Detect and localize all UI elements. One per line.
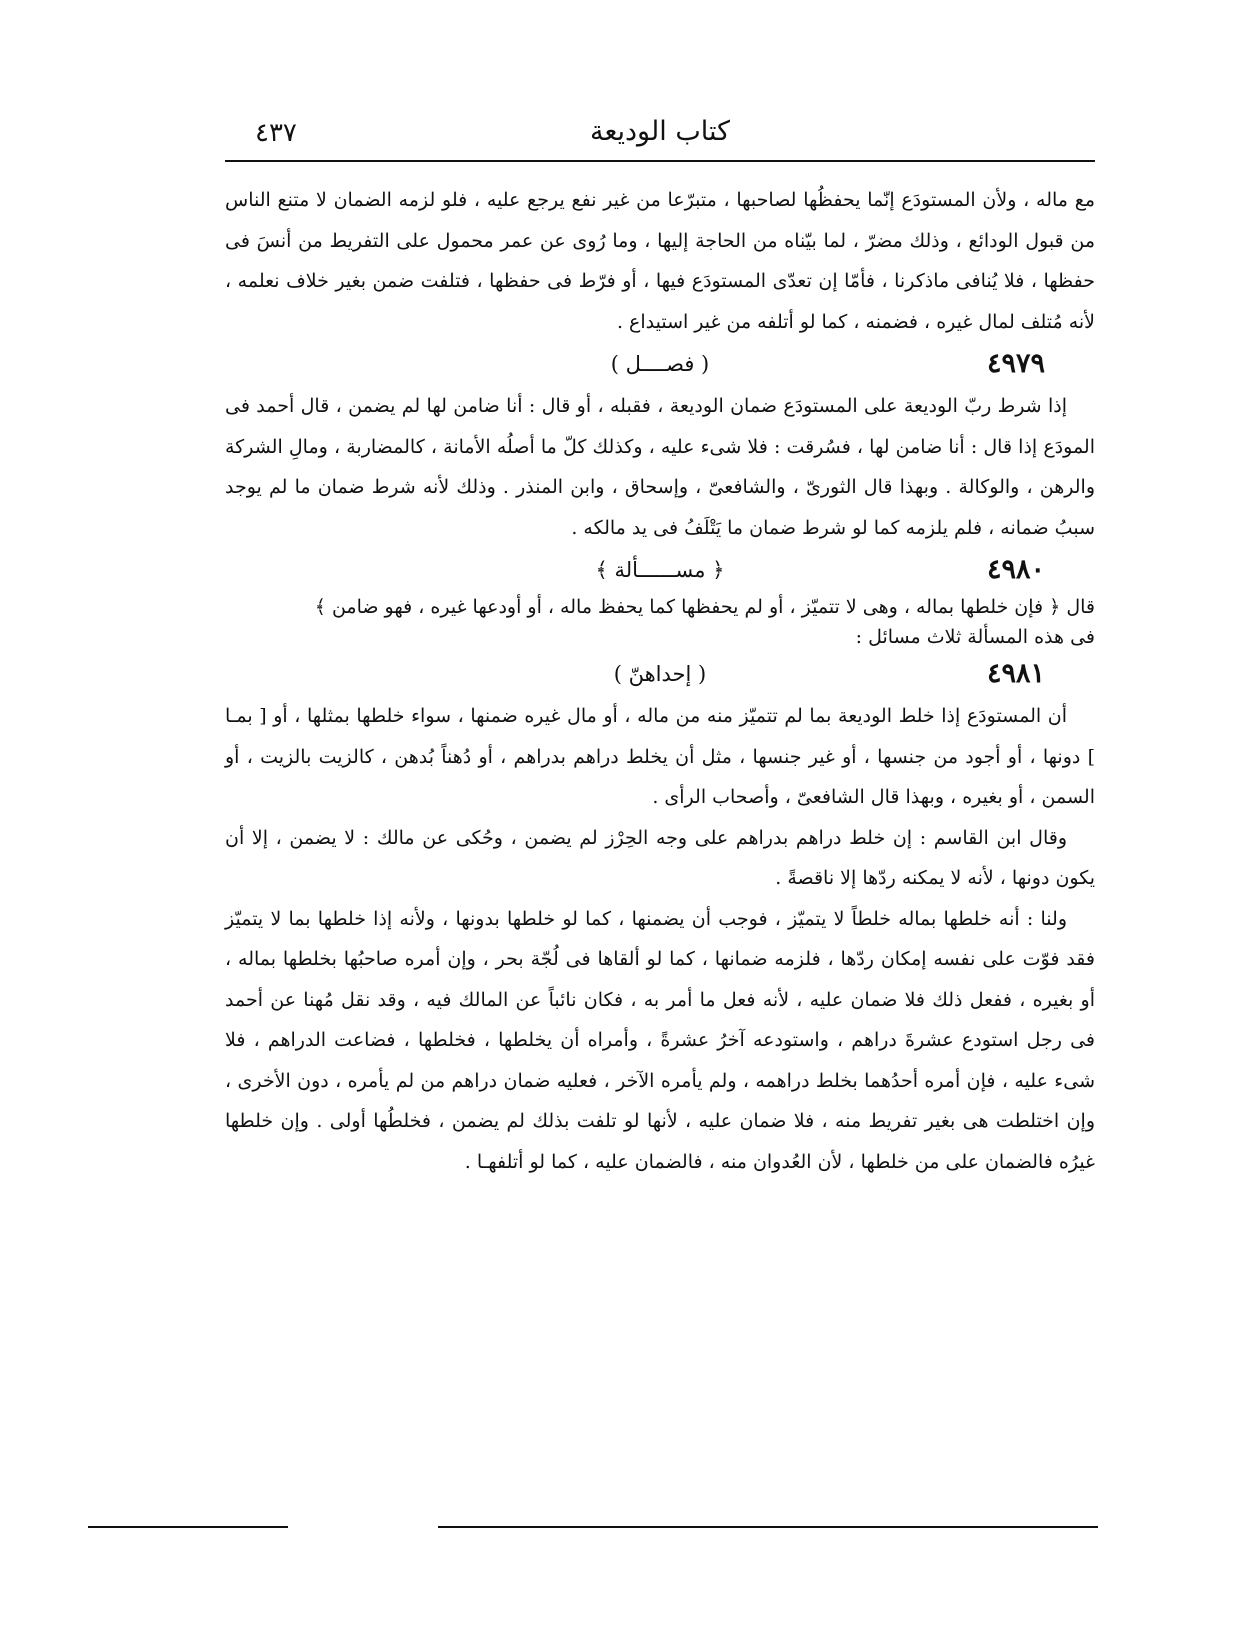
page-number: ٤٣٧ bbox=[255, 118, 297, 148]
section-heading-4980 bbox=[225, 548, 1095, 592]
section-heading-4981 bbox=[225, 652, 1095, 696]
paragraph-4981-b: وقال ابن القاسم : إن خلط دراهم بدراهم على وجه الحِرْز لم يضمن ، وحُكى عن مالك : لا يضمن ، إلا أن يكون دونها ، لأنه لا يمكنه ردّها إلا ناقصةً . bbox=[225, 826, 1095, 889]
section-label: ﴿ مســــــألة ﴾ bbox=[595, 558, 725, 582]
paragraph-4980-quote: قال ﴿ فإن خلطها بماله ، وهى لا تتميّز ، أو لم يحفظها كما يحفظ ماله ، أو أودعها غيره ، فهو ضامن ﴾ bbox=[314, 596, 1095, 618]
section-label: ( فصــــل ) bbox=[610, 352, 710, 376]
section-label: ( إحداهنّ ) bbox=[613, 662, 707, 686]
paragraph-4979: إذا شرط ربّ الوديعة على المستودَع ضمان الوديعة ، فقبله ، أو قال : أنا ضامن لها لم يضمن ، قال أحمد فى المودَع إذا قال : أنا ضامن لها ، فسُرقت : فلا شىء عليه ، وكذلك كلّ ما أصلُه الأمانة ، كالمضاربة ، ومالِ الشركة والرهن ، والوكالة . وبهذا قال الثورىّ ، والشافعىّ ، وإسحاق ، وابن المنذر . وذلك لأنه شرط ضمان ما لم يوجد سببُ ضمانه ، فلم يلزمه كما لو شرط ضمان ما يَتْلَفُ فى يد مالكه . bbox=[225, 395, 1095, 539]
footnote-rule-right bbox=[438, 1526, 1098, 1528]
paragraph-4981-a: أن المستودَع إذا خلط الوديعة بما لم تتميّز منه من ماله ، أو مال غيره ضمنها ، سواء خلطها بمثلها ، أو [ بمـا ] دونها ، أو أجود من جنسها ، أو غير جنسها ، مثل أن يخلط دراهم بدراهم ، أو دُهناً بُدهن ، كالزيت بالزيت ، أو السمن ، أو بغيره ، وبهذا قال الشافعىّ ، وأصحاب الرأى . bbox=[225, 705, 1095, 808]
section-number: ٤٩٨١ bbox=[986, 658, 1045, 689]
page-header bbox=[225, 112, 1095, 162]
paragraph-4980-intro: فى هذه المسألة ثلاث مسائل : bbox=[855, 626, 1095, 648]
header-rule bbox=[225, 160, 1095, 162]
paragraph-intro: مع ماله ، ولأن المستودَع إنّما يحفظُها لصاحبها ، متبرّعا من غير نفع يرجع عليه ، فلو لزمه الضمان لا متنع الناس من قبول الودائع ، وذلك مضرّ ، لما بيّناه من الحاجة إليها ، وما رُوى عن عمر محمول على التفريط من أنسَ فى حفظها ، فلا يُنافى ماذكرنا ، فأمّا إن تعدّى المستودَع فيها ، أو فرّط فى حفظها ، فتلفت ضمن بغير خلاف نعلمه ، لأنه مُتلف لمال غيره ، فضمنه ، كما لو أتلفه من غير استيداع . bbox=[225, 189, 1095, 333]
section-number: ٤٩٧٩ bbox=[986, 348, 1045, 379]
section-number: ٤٩٨٠ bbox=[986, 554, 1045, 585]
footnote-rule-left bbox=[88, 1526, 288, 1528]
section-heading-4979 bbox=[225, 342, 1095, 386]
running-title: كتاب الوديعة bbox=[590, 116, 730, 147]
paragraph-4981-c: ولنا : أنه خلطها بماله خلطاً لا يتميّز ، فوجب أن يضمنها ، كما لو خلطها بدونها ، ولأنه إذا خلطها بما لا يتميّز فقد فوّت على نفسه إمكان ردّها ، فلزمه ضمانها ، كما لو ألقاها فى لُجّة بحر ، وإن أمره صاحبُها بخلطها بماله ، أو بغيره ، ففعل ذلك فلا ضمان عليه ، لأنه فعل ما أمر به ، فكان نائباً عن المالك فيه ، وقد نقل مُهنا عن أحمد فى رجل استودع عشرةَ دراهم ، واستودعه آخرُ عشرةً ، وأمراه أن يخلطها ، فخلطها ، فضاعت الدراهم ، فلا شىء عليه ، فإن أمره أحدُهما بخلط دراهمه ، ولم يأمره الآخر ، فعليه ضمان دراهم من لم يأمره ، دون الأخرى ، وإن اختلطت هى بغير تفريط منه ، فلا ضمان عليه ، لأنها لو تلفت بذلك لم يضمن ، فخلطُها أولى . وإن خلطها غيرُه فالضمان على من خلطها ، لأن العُدوان منه ، فالضمان عليه ، كما لو أتلفهـا . bbox=[225, 907, 1095, 1173]
page-body bbox=[225, 180, 1095, 1182]
